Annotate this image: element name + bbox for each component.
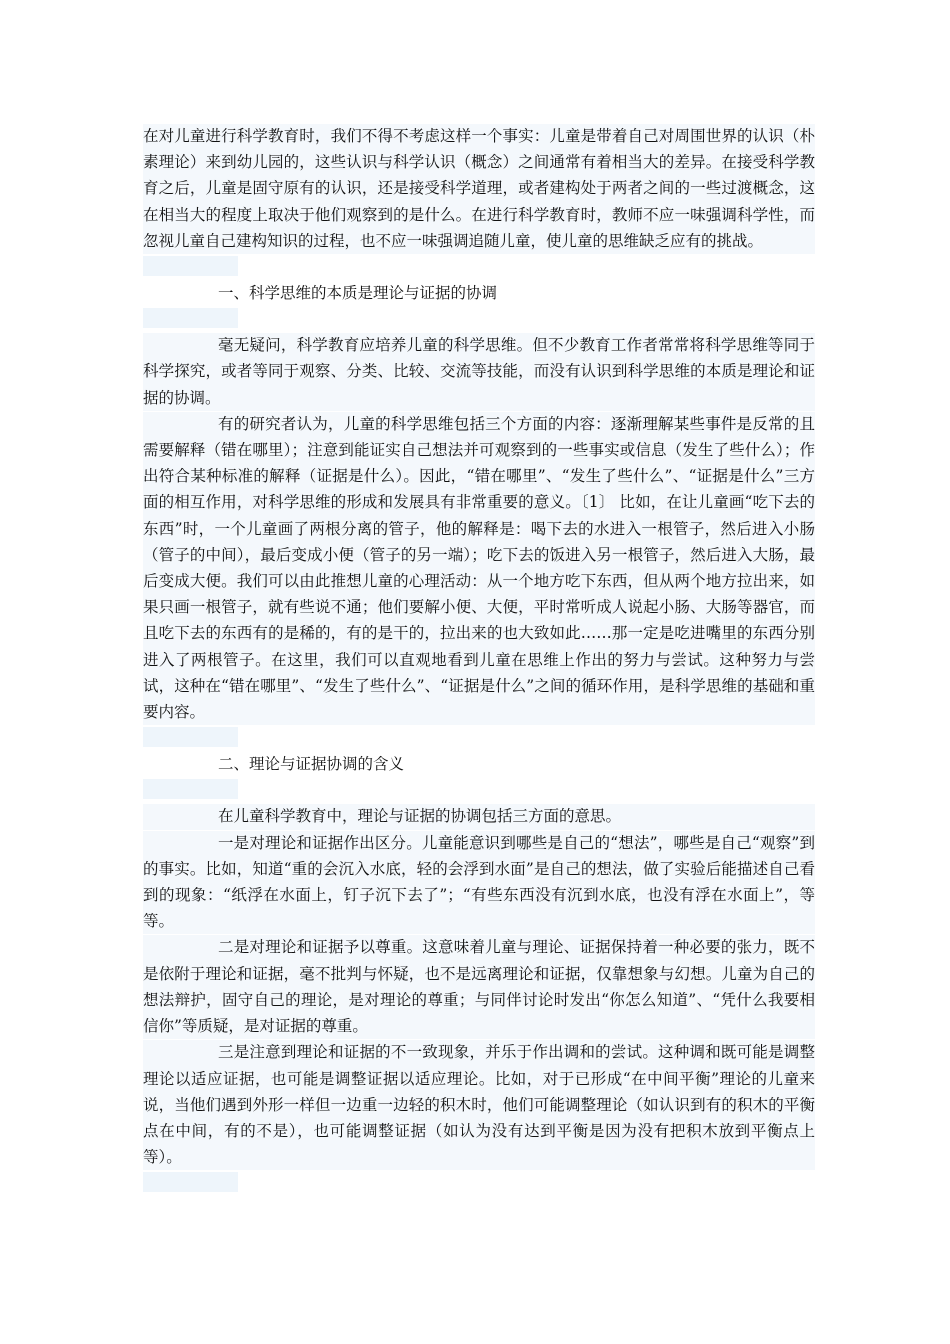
blank-line xyxy=(143,256,238,276)
section-heading-2: 二、理论与证据协调的含义 xyxy=(218,755,405,774)
section2-paragraph-2: 二是对理论和证据予以尊重。这意味着儿童与理论、证据保持着一种必要的张力，既不是依附于理论和证据，毫不批判与怀疑，也不是远离理论和证据，仅靠想象与幻想。儿童为自己的想法辩护，固守自己的理论，是对理论的尊重；与同伴讨论时发出“你怎么知道”、“凭什么我要相信你”等质疑，是对证据的尊重。 xyxy=(143,934,815,1039)
section2-paragraph-intro: 在儿童科学教育中，理论与证据的协调包括三方面的意思。 xyxy=(143,803,815,829)
blank-line xyxy=(143,727,238,747)
blank-line xyxy=(143,308,238,328)
intro-paragraph: 在对儿童进行科学教育时，我们不得不考虑这样一个事实：儿童是带着自己对周围世界的认识（朴素理论）来到幼儿园的，这些认识与科学认识（概念）之间通常有着相当大的差异。在接受科学教育之后，儿童是固守原有的认识，还是接受科学道理，或者建构处于两者之间的一些过渡概念，这在相当大的程度上取决于他们观察到的是什么。在进行科学教育时，教师不应一味强调科学性，而忽视儿童自己建构知识的过程，也不应一味强调追随儿童，使儿童的思维缺乏应有的挑战。 xyxy=(143,123,815,254)
blank-line xyxy=(143,779,238,799)
section-heading-1: 一、科学思维的本质是理论与证据的协调 xyxy=(218,284,498,303)
section1-paragraph-1: 毫无疑问，科学教育应培养儿童的科学思维。但不少教育工作者常常将科学思维等同于科学探究，或者等同于观察、分类、比较、交流等技能，而没有认识到科学思维的本质是理论和证据的协调。 xyxy=(143,332,815,411)
blank-line xyxy=(143,1172,238,1192)
section1-paragraph-2: 有的研究者认为，儿童的科学思维包括三个方面的内容：逐渐理解某些事件是反常的且需要解释（错在哪里）；注意到能证实自己想法并可观察到的一些事实或信息（发生了些什么）；作出符合某种标准的解释（证据是什么）。因此，“错在哪里”、“发生了些什么”、“证据是什么”三方面的相互作用，对科学思维的形成和发展具有非常重要的意义。〔1〕 比如，在让儿童画“吃下去的东西”时，一个儿童画了两根分离的管子，他的解释是：喝下去的水进入一根管子，然后进入小肠（管子的中间），最后变成小便（管子的另一端）；吃下去的饭进入另一根管子，然后进入大肠，最后变成大便。我们可以由此推想儿童的心理活动：从一个地方吃下东西，但从两个地方拉出来，如果只画一根管子，就有些说不通；他们要解小便、大便，平时常听成人说起小肠、大肠等器官，而且吃下去的东西有的是稀的，有的是干的，拉出来的也大致如此……那一定是吃进嘴里的东西分别进入了两根管子。在这里，我们可以直观地看到儿童在思维上作出的努力与尝试。这种努力与尝试，这种在“错在哪里”、“发生了些什么”、“证据是什么”之间的循环作用，是科学思维的基础和重要内容。 xyxy=(143,411,815,725)
section2-paragraph-3: 三是注意到理论和证据的不一致现象，并乐于作出调和的尝试。这种调和既可能是调整理论以适应证据，也可能是调整证据以适应理论。比如，对于已形成“在中间平衡”理论的儿童来说，当他们遇到外形一样但一边重一边轻的积木时，他们可能调整理论（如认识到有的积木的平衡点在中间，有的不是），也可能调整证据（如认为没有达到平衡是因为没有把积木放到平衡点上等）。 xyxy=(143,1039,815,1170)
document-body xyxy=(143,123,815,1196)
section2-paragraph-1: 一是对理论和证据作出区分。儿童能意识到哪些是自己的“想法”，哪些是自己“观察”到的事实。比如，知道“重的会沉入水底，轻的会浮到水面”是自己的想法，做了实验后能描述自己看到的现象：“纸浮在水面上，钉子沉下去了”；“有些东西没有沉到水底，也没有浮在水面上”，等等。 xyxy=(143,830,815,935)
